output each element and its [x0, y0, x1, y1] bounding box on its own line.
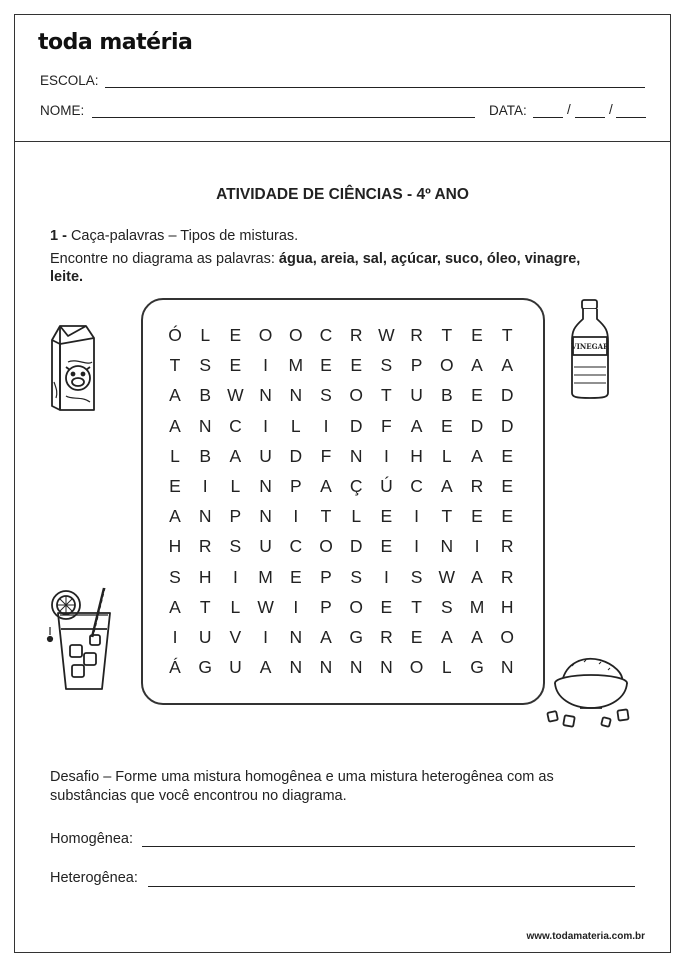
grid-letter[interactable]: E — [289, 566, 302, 587]
activity-title: ATIVIDADE DE CIÊNCIAS - 4º ANO — [216, 186, 469, 203]
grid-letter[interactable]: N — [259, 506, 272, 527]
grid-letter[interactable]: I — [172, 627, 178, 647]
grid-letter[interactable]: R — [380, 627, 393, 647]
date-label: DATA: — [489, 103, 527, 118]
name-field[interactable] — [92, 117, 475, 118]
grid-letter[interactable]: E — [380, 506, 393, 527]
grid-letter[interactable]: R — [349, 325, 363, 345]
grid-letter[interactable]: O — [439, 355, 454, 376]
school-label: ESCOLA: — [40, 73, 99, 88]
grid-letter[interactable]: W — [227, 385, 244, 406]
grid-letter[interactable]: N — [259, 476, 272, 496]
grid-letter[interactable]: N — [289, 657, 303, 678]
homogeneous-label: Homogênea: — [50, 831, 134, 847]
name-label: NOME: — [40, 103, 85, 118]
grid-letter[interactable]: L — [290, 415, 301, 436]
grid-letter[interactable]: A — [471, 445, 483, 466]
grid-letter[interactable]: P — [289, 476, 302, 496]
grid-letter[interactable]: A — [169, 506, 181, 527]
grid-letter[interactable]: A — [169, 415, 181, 436]
vinegar-label: VINEGAR — [571, 342, 609, 351]
grid-letter[interactable]: O — [349, 385, 363, 406]
grid-letter[interactable]: N — [198, 415, 212, 436]
grid-letter[interactable]: T — [381, 385, 392, 406]
grid-letter[interactable]: N — [349, 445, 363, 466]
grid-letter[interactable]: T — [441, 506, 453, 527]
grid-letter[interactable]: W — [438, 566, 456, 587]
grid-letter[interactable]: I — [293, 506, 299, 527]
grid-letter[interactable]: A — [471, 355, 483, 376]
grid-letter[interactable]: N — [289, 627, 303, 647]
grid-letter[interactable]: I — [293, 596, 299, 617]
footer-url[interactable]: www.todamateria.com.br — [526, 931, 645, 942]
grid-letter[interactable]: S — [169, 566, 181, 587]
grid-letter[interactable]: A — [320, 627, 332, 647]
grid-letter[interactable]: R — [198, 536, 212, 557]
grid-letter[interactable]: R — [470, 476, 484, 496]
grid-letter[interactable]: A — [410, 415, 423, 436]
grid-letter[interactable]: A — [320, 476, 332, 496]
grid-letter[interactable]: E — [501, 506, 514, 527]
challenge-text-line1: Desafio – Forme uma mistura homogênea e uma mistura heterogênea com as — [50, 769, 554, 785]
grid-letter[interactable]: A — [169, 385, 181, 406]
grid-letter[interactable]: T — [169, 355, 181, 376]
grid-letter[interactable]: A — [169, 596, 181, 617]
grid-letter[interactable]: W — [378, 325, 395, 345]
grid-letter[interactable]: H — [168, 536, 182, 557]
grid-letter[interactable]: F — [320, 445, 332, 466]
grid-letter[interactable]: O — [319, 536, 333, 557]
grid-letter[interactable]: E — [471, 325, 483, 345]
grid-letter[interactable]: S — [320, 385, 332, 406]
word-list: água, areia, sal, açúcar, suco, óleo, vinagre, — [278, 251, 581, 267]
grid-letter[interactable]: P — [410, 355, 423, 376]
grid-letter[interactable]: D — [349, 415, 363, 436]
grid-letter[interactable]: M — [288, 355, 304, 376]
word-list-continued: leite. — [50, 269, 84, 285]
grid-letter[interactable]: H — [500, 596, 514, 617]
sugar-bowl-icon — [544, 652, 638, 732]
grid-letter[interactable]: I — [263, 415, 269, 436]
grid-letter[interactable]: Ú — [380, 476, 393, 496]
grid-letter[interactable]: N — [500, 657, 514, 678]
grid-letter[interactable]: S — [440, 596, 453, 617]
date-day-field[interactable] — [533, 117, 563, 118]
grid-letter[interactable]: N — [289, 385, 303, 406]
grid-letter[interactable]: O — [258, 325, 273, 345]
date-separator: / — [609, 102, 613, 117]
grid-letter[interactable]: G — [198, 657, 212, 678]
grid-letter[interactable]: N — [198, 506, 212, 527]
grid-letter[interactable]: E — [350, 355, 363, 376]
vinegar-bottle-icon — [568, 297, 612, 401]
grid-letter[interactable]: E — [501, 476, 514, 496]
grid-letter[interactable]: R — [410, 325, 423, 345]
homogeneous-answer-field[interactable] — [142, 846, 635, 847]
grid-letter[interactable]: O — [500, 627, 514, 647]
grid-letter[interactable]: E — [440, 415, 453, 436]
grid-letter[interactable]: D — [289, 445, 303, 466]
grid-letter[interactable]: G — [349, 627, 363, 647]
grid-letter[interactable]: B — [440, 385, 453, 406]
grid-letter[interactable]: T — [501, 325, 513, 345]
instruction-prefix: Encontre no diagrama as palavras: — [50, 251, 279, 267]
grid-letter[interactable]: U — [259, 445, 272, 466]
grid-letter[interactable]: L — [441, 657, 452, 678]
grid-letter[interactable]: M — [469, 596, 485, 617]
grid-letter[interactable]: V — [229, 627, 242, 647]
grid-letter[interactable]: D — [349, 536, 363, 557]
question-instruction — [50, 251, 580, 267]
grid-letter[interactable]: E — [169, 476, 181, 496]
grid-letter[interactable]: R — [500, 536, 514, 557]
grid-letter[interactable]: E — [229, 325, 242, 345]
grid-letter[interactable]: O — [409, 657, 424, 678]
grid-letter[interactable]: C — [410, 476, 423, 496]
grid-letter[interactable]: O — [288, 325, 303, 345]
heterogeneous-label: Heterogênea: — [50, 870, 138, 886]
question-number: 1 - — [50, 228, 67, 244]
juice-glass-icon — [42, 585, 118, 695]
header-divider — [14, 141, 671, 142]
question-heading-text: Caça-palavras – Tipos de misturas. — [66, 228, 299, 244]
grid-letter[interactable]: L — [351, 506, 362, 527]
grid-letter[interactable]: D — [500, 385, 514, 406]
grid-letter[interactable]: E — [471, 385, 483, 406]
challenge-text-line2: substâncias que você encontrou no diagrama. — [50, 788, 347, 804]
grid-letter[interactable]: A — [440, 476, 453, 496]
grid-letter[interactable]: D — [470, 415, 484, 436]
grid-letter[interactable]: G — [470, 657, 484, 678]
grid-letter[interactable]: T — [411, 596, 422, 617]
grid-letter[interactable]: U — [198, 627, 212, 647]
grid-letter[interactable]: U — [229, 657, 242, 678]
grid-letter[interactable]: E — [501, 445, 514, 466]
grid-letter[interactable]: C — [229, 415, 242, 436]
grid-letter[interactable]: I — [232, 566, 238, 587]
milk-carton-icon — [46, 322, 114, 414]
grid-letter[interactable]: S — [410, 566, 423, 587]
grid-letter[interactable]: T — [320, 506, 332, 527]
heterogeneous-answer-field[interactable] — [148, 886, 635, 887]
question-heading — [50, 228, 298, 244]
grid-letter[interactable]: N — [380, 657, 393, 678]
grid-letter[interactable]: A — [259, 657, 272, 678]
school-field[interactable] — [105, 87, 645, 88]
date-year-field[interactable] — [616, 117, 646, 118]
grid-letter[interactable]: N — [259, 385, 272, 406]
grid-letter[interactable]: P — [229, 506, 242, 527]
grid-letter[interactable]: E — [410, 627, 423, 647]
grid-letter[interactable]: I — [414, 536, 420, 557]
grid-letter[interactable]: B — [199, 445, 212, 466]
grid-letter[interactable]: F — [381, 415, 392, 436]
grid-letter[interactable]: I — [383, 566, 389, 587]
grid-letter[interactable]: S — [229, 536, 242, 557]
grid-letter[interactable]: T — [199, 596, 211, 617]
grid-letter[interactable]: L — [200, 325, 211, 345]
grid-letter[interactable]: L — [230, 596, 241, 617]
grid-letter[interactable]: U — [410, 385, 423, 406]
grid-letter[interactable]: H — [410, 445, 423, 466]
grid-letter[interactable]: A — [501, 355, 514, 376]
grid-letter[interactable]: N — [319, 657, 333, 678]
grid-letter[interactable]: A — [440, 627, 453, 647]
grid-letter[interactable]: Á — [169, 657, 181, 678]
grid-letter[interactable]: L — [230, 476, 241, 496]
grid-letter[interactable]: P — [320, 566, 332, 587]
grid-letter[interactable]: I — [202, 476, 208, 496]
grid-letter[interactable]: M — [258, 566, 273, 587]
grid-letter[interactable]: L — [441, 445, 452, 466]
grid-letter[interactable]: Ó — [168, 325, 182, 345]
grid-letter[interactable]: E — [320, 355, 332, 376]
grid-letter[interactable]: T — [441, 325, 453, 345]
grid-letter[interactable]: I — [263, 627, 269, 647]
date-separator: / — [567, 102, 571, 117]
grid-letter[interactable]: I — [323, 415, 329, 436]
grid-letter[interactable]: E — [229, 355, 242, 376]
grid-letter[interactable]: S — [350, 566, 363, 587]
grid-letter[interactable]: P — [320, 596, 332, 617]
grid-letter[interactable]: I — [414, 506, 420, 527]
grid-letter[interactable]: U — [259, 536, 272, 557]
grid-letter[interactable]: C — [289, 536, 303, 557]
grid-letter[interactable]: N — [440, 536, 454, 557]
grid-letter[interactable]: B — [199, 385, 212, 406]
grid-letter[interactable]: E — [380, 596, 393, 617]
grid-letter[interactable]: C — [319, 325, 333, 345]
grid-letter[interactable]: D — [500, 415, 514, 436]
grid-letter[interactable]: A — [471, 627, 483, 647]
grid-letter[interactable]: O — [349, 596, 363, 617]
grid-letter[interactable]: L — [170, 445, 180, 466]
grid-letter[interactable]: I — [263, 355, 269, 376]
grid-letter[interactable]: W — [257, 596, 274, 617]
grid-letter[interactable]: I — [383, 445, 389, 466]
grid-letter[interactable]: I — [474, 536, 480, 557]
grid-letter[interactable]: N — [349, 657, 363, 678]
grid-letter[interactable]: E — [471, 506, 483, 527]
date-month-field[interactable] — [575, 117, 605, 118]
grid-letter[interactable]: A — [471, 566, 483, 587]
brand-logo: toda matéria — [38, 30, 193, 55]
grid-letter[interactable]: R — [500, 566, 514, 587]
grid-letter[interactable]: A — [229, 445, 242, 466]
grid-letter[interactable]: Ç — [349, 476, 363, 496]
grid-letter[interactable]: E — [380, 536, 393, 557]
grid-letter[interactable]: S — [199, 355, 212, 376]
grid-letter[interactable]: S — [380, 355, 393, 376]
grid-letter[interactable]: H — [198, 566, 212, 587]
